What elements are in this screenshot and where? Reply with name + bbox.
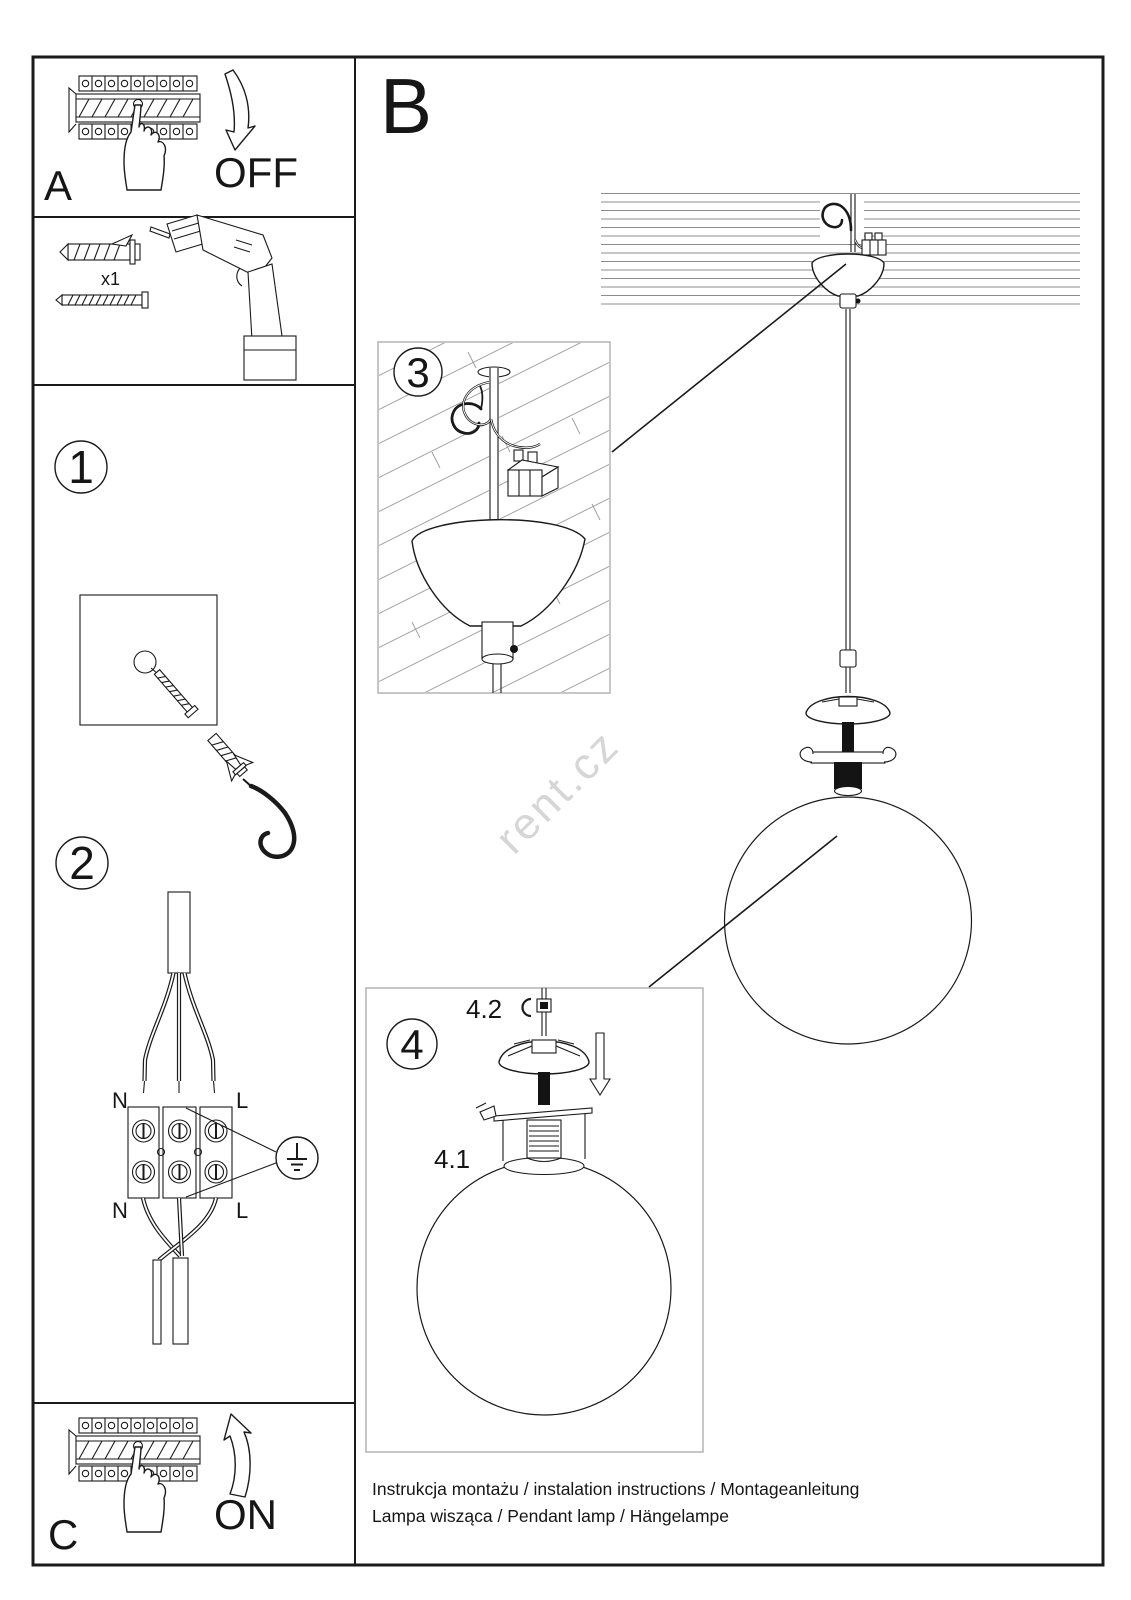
footer-product-line: Lampa wisząca / Pendant lamp / Hängelampe <box>372 1506 730 1526</box>
pendant-lamp-illustration <box>601 194 1080 1045</box>
step3-number: 3 <box>406 349 430 396</box>
step2-illustration <box>56 837 318 1344</box>
breaker-on-label: ON <box>214 1491 277 1538</box>
part-42-label: 4.2 <box>466 994 503 1024</box>
inset-step3 <box>370 256 618 788</box>
stem <box>538 1072 550 1105</box>
wall-anchor-icon <box>60 235 140 264</box>
step1-number: 1 <box>68 441 94 493</box>
anchor-qty-label: x1 <box>101 269 121 289</box>
part-41-label: 4.1 <box>434 1144 471 1174</box>
breaker-off-label: OFF <box>214 149 298 196</box>
panel-c-label: C <box>48 1511 79 1558</box>
neutral-label-bottom: N <box>112 1198 128 1223</box>
wall-section <box>80 595 217 725</box>
drill-icon <box>150 215 296 380</box>
step1-illustration <box>55 441 294 857</box>
glass-globe <box>417 1161 671 1415</box>
ceiling-hook-icon <box>251 786 294 857</box>
panel-a-label: A <box>44 162 73 209</box>
callout-line-step3 <box>612 264 846 452</box>
panel-b-label: B <box>380 62 433 150</box>
step4-number: 4 <box>400 1021 424 1068</box>
screw-icon <box>56 292 148 308</box>
arrow-up-icon <box>224 1414 251 1497</box>
watermark-text: rent.cz <box>486 720 630 864</box>
lamp-socket <box>834 762 862 789</box>
cable-sheath <box>168 892 190 973</box>
terminal-block <box>128 1107 232 1198</box>
neutral-label-top: N <box>112 1088 128 1113</box>
line-label-bottom: L <box>236 1198 249 1223</box>
stem <box>842 722 854 753</box>
saucer-holder <box>806 697 890 725</box>
threaded-socket <box>527 1120 561 1162</box>
step2-number: 2 <box>69 837 95 889</box>
glass-globe <box>725 797 972 1044</box>
footer-instructions-line: Instrukcja montażu / instalation instructions / Montageanleitung <box>372 1479 860 1499</box>
wall-anchor-exploded-icon <box>201 728 254 783</box>
arrow-down-icon <box>225 70 255 150</box>
line-label-top: L <box>236 1088 249 1113</box>
tools-illustration <box>56 215 296 380</box>
earth-ground-icon <box>276 1137 318 1179</box>
cord-grip <box>840 650 856 667</box>
ceiling-canopy <box>812 254 884 296</box>
